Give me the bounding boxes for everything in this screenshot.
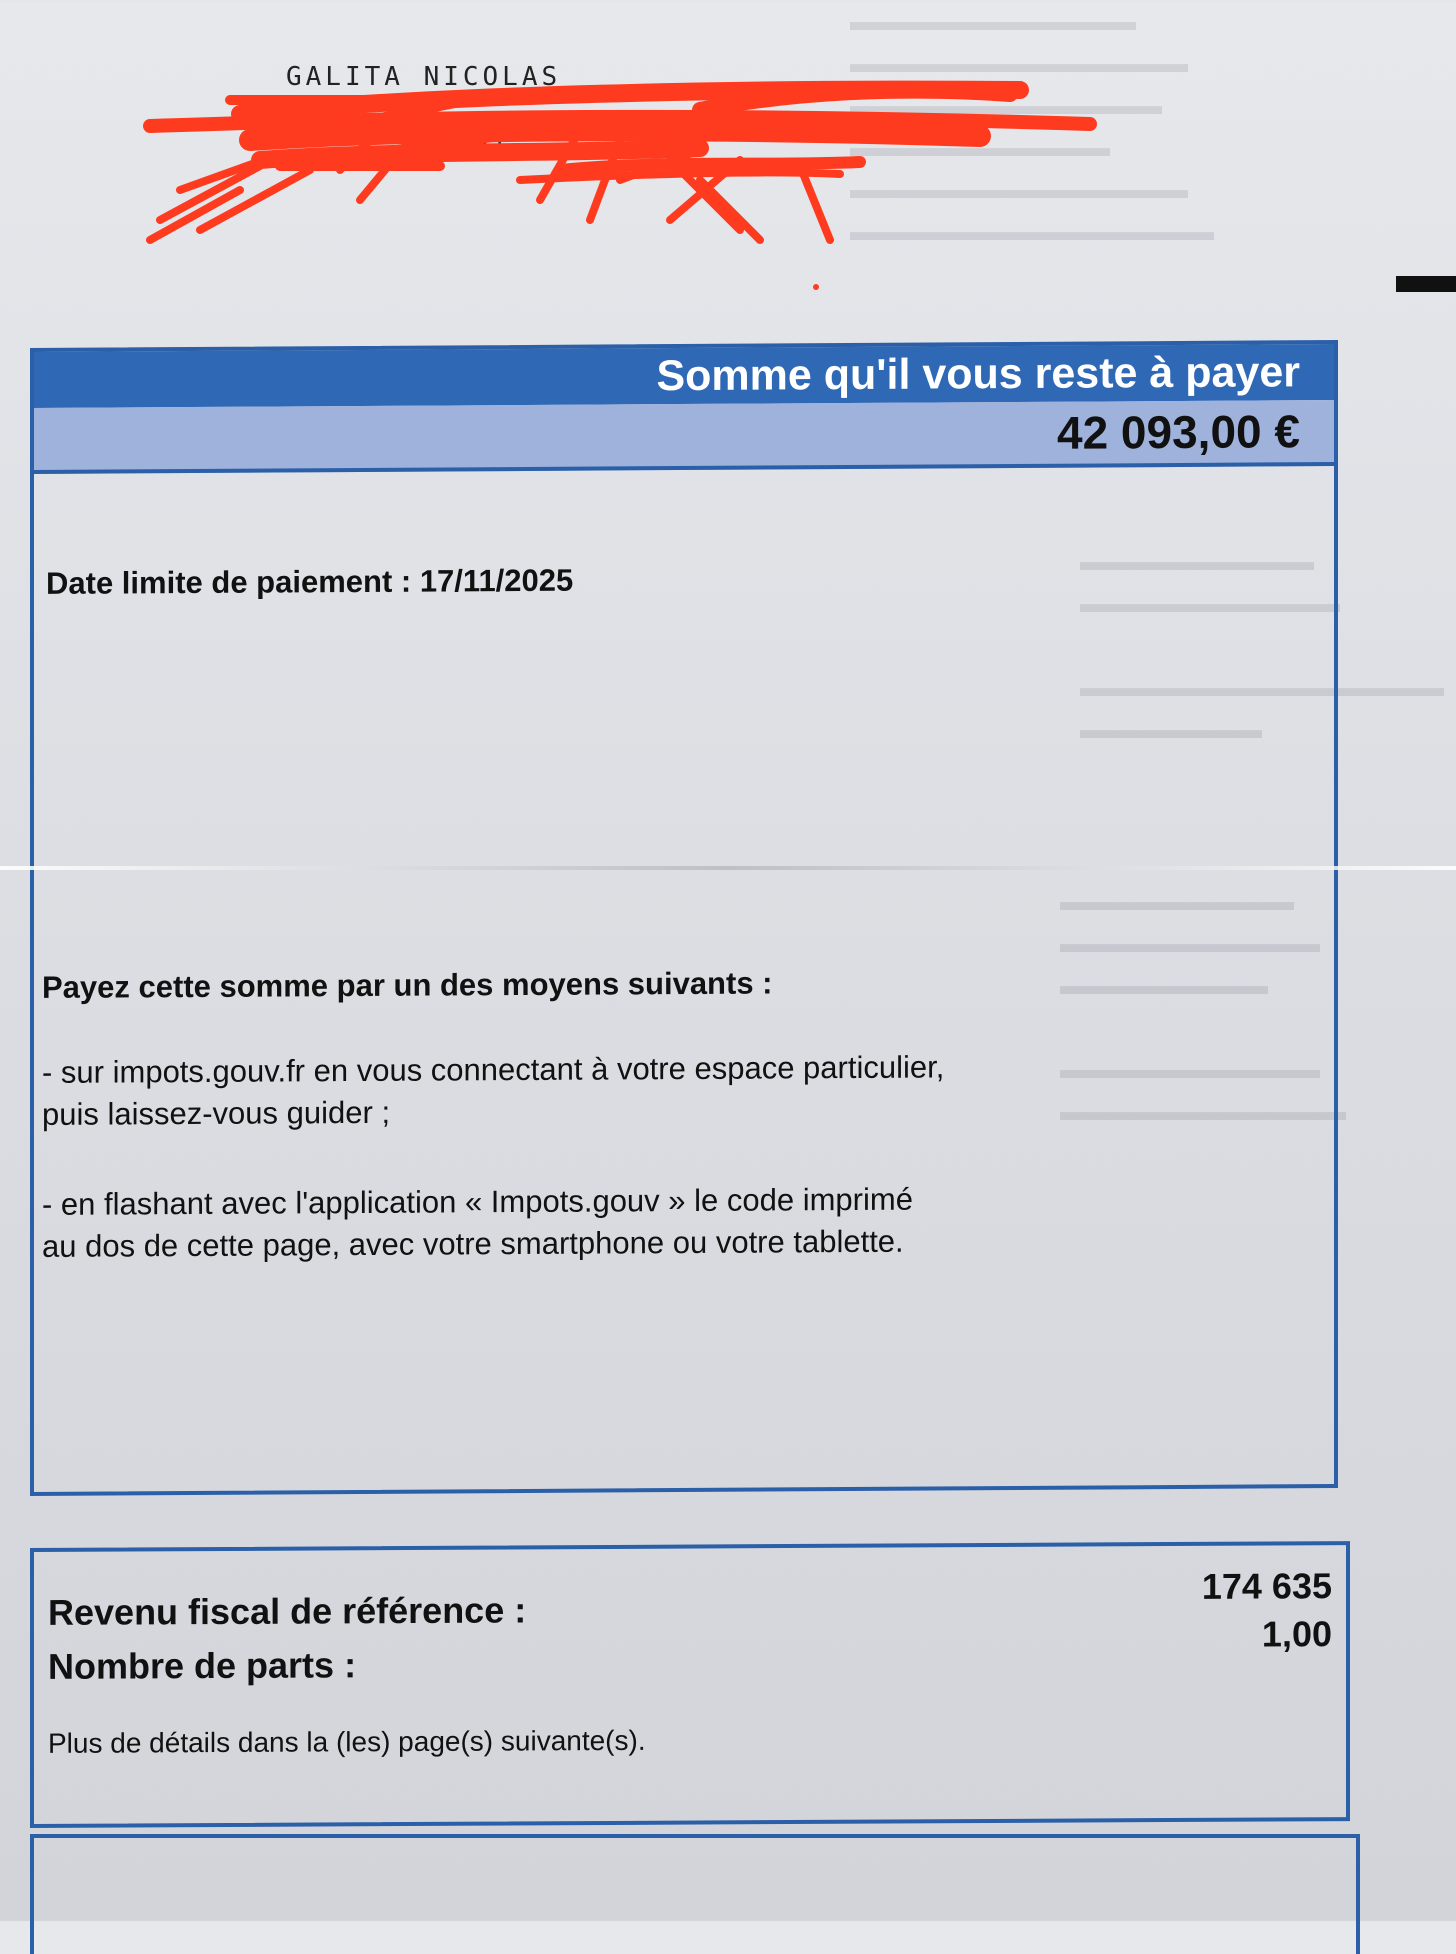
due-date-line: Date limite de paiement : 17/11/2025 bbox=[46, 562, 574, 601]
paper-fold bbox=[0, 866, 1456, 870]
parts-value: 1,00 bbox=[1261, 1613, 1332, 1655]
red-dot bbox=[813, 284, 819, 290]
amount-due-value: 42 093,00 € bbox=[34, 400, 1334, 474]
edge-registration-mark bbox=[1396, 276, 1456, 292]
payment-method-app-line1: - en flashant avec l'application « Impots.gouv » le code imprimé bbox=[42, 1181, 913, 1222]
revenue-value: 174 635 bbox=[1201, 1565, 1332, 1607]
next-section-box bbox=[30, 1834, 1360, 1954]
recipient-city: PARIS bbox=[418, 134, 517, 164]
payment-box bbox=[30, 340, 1338, 1496]
revenue-label: Revenu fiscal de référence : bbox=[48, 1589, 527, 1633]
reference-income-box bbox=[30, 1541, 1350, 1828]
show-through-texture-3: ▬▬▬▬▬▬▬▬▬ ▬▬▬▬▬▬▬▬▬▬ ▬▬▬▬▬▬▬▬ ▬▬▬▬▬▬▬▬▬▬ ▬▬▬▬▬▬▬▬▬▬▬ bbox=[1060, 886, 1346, 1126]
redaction-scribble bbox=[140, 70, 1100, 250]
payment-method-online bbox=[42, 1045, 1192, 1136]
payment-method-app-line2: au dos de cette page, avec votre smartphone ou votre tablette. bbox=[42, 1223, 904, 1264]
parts-label: Nombre de parts : bbox=[48, 1644, 357, 1687]
show-through-texture-2: ▬▬▬▬▬▬▬▬▬ ▬▬▬▬▬▬▬▬▬▬ ▬▬▬▬▬▬▬▬▬▬▬▬▬▬ ▬▬▬▬▬▬▬ bbox=[1080, 546, 1444, 744]
payment-method-app bbox=[42, 1177, 1192, 1268]
payment-methods-title: Payez cette somme par un des moyens suivants : bbox=[42, 965, 773, 1005]
payment-method-online-line2: puis laissez-vous guider ; bbox=[42, 1094, 391, 1132]
recipient-name: GALITA NICOLAS bbox=[286, 62, 562, 92]
payment-method-online-line1: - sur impots.gouv.fr en vous connectant à votre espace particulier, bbox=[42, 1049, 945, 1090]
amount-due-header: Somme qu'il vous reste à payer bbox=[34, 344, 1334, 408]
details-note: Plus de détails dans la (les) page(s) suivante(s). bbox=[48, 1724, 646, 1759]
show-through-texture: ▬▬▬▬▬▬▬▬▬▬▬ ▬▬▬▬▬▬▬▬▬▬▬▬▬ ▬▬▬▬▬▬▬▬▬▬▬▬ ▬▬▬▬▬▬▬▬▬▬ ▬▬▬▬▬▬▬▬▬▬▬▬▬ ▬▬▬▬▬▬▬▬▬▬▬▬▬▬ bbox=[850, 6, 1214, 246]
